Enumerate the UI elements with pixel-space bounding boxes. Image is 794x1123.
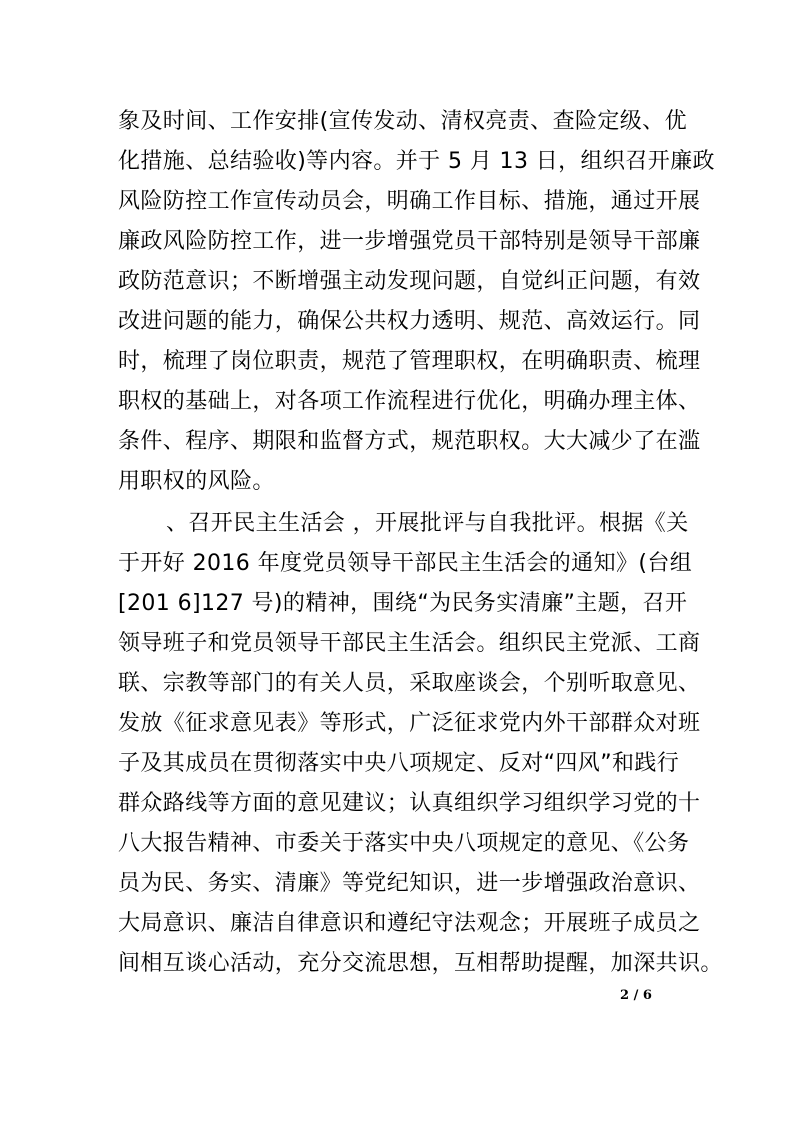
paragraph-1-line-1: 象及时间、工作安排(宣传发动、清权亮责、查险定级、优 — [118, 109, 687, 134]
paragraph-1-line-4: 廉政风险防控工作，进一步增强党员干部特别是领导干部廉 — [118, 229, 701, 254]
paragraph-2-line-6: 发放《征求意见表》等形式，广泛征求党内外干部群众对班 — [118, 711, 701, 736]
paragraph-1-line-10: 用职权的风险。 — [118, 469, 275, 494]
paragraph-2-line-9: 八大报告精神、市委关于落实中央八项规定的意见、《公务 — [118, 831, 690, 856]
paragraph-2-line-1: 、召开民主生活会 ，开展批评与自我批评。根据《关 — [166, 511, 689, 536]
paragraph-1-line-5: 政防范意识；不断增强主动发现问题，自觉纠正问题，有效 — [118, 269, 701, 294]
paragraph-2-line-5: 联、宗教等部门的有关人员，采取座谈会，个别听取意见、 — [118, 671, 701, 696]
paragraph-1-line-7: 时，梳理了岗位职责，规范了管理职权，在明确职责、梳理 — [118, 349, 701, 374]
paragraph-1-line-3: 风险防控工作宣传动员会，明确工作目标、措施，通过开展 — [118, 189, 701, 214]
paragraph-2-line-7: 子及其成员在贯彻落实中央八项规定、反对“四风”和践行 — [118, 751, 680, 776]
paragraph-1-line-2: 化措施、总结验收)等内容。并于 5 月 13 日，组织召开廉政 — [118, 149, 715, 174]
paragraph-2-line-3: [201 6]127 号)的精神，围绕“为民务实清廉”主题，召开 — [118, 591, 688, 616]
paragraph-1-line-6: 改进问题的能力，确保公共权力透明、规范、高效运行。同 — [118, 309, 701, 334]
paragraph-2-line-4: 领导班子和党员领导干部民主生活会。组织民主党派、工商 — [118, 631, 701, 656]
paragraph-2-line-11: 大局意识、廉洁自律意识和遵纪守法观念；开展班子成员之 — [118, 911, 701, 936]
paragraph-1-line-8: 职权的基础上，对各项工作流程进行优化，明确办理主体、 — [118, 389, 701, 414]
paragraph-2-line-8: 群众路线等方面的意见建议；认真组织学习组织学习党的十 — [118, 791, 701, 816]
paragraph-2-line-2: 于开好 2016 年度党员领导干部民主生活会的通知》(台组 — [118, 551, 693, 576]
paragraph-2-line-12: 间相互谈心活动，充分交流思想，互相帮助提醒，加深共识。 — [118, 951, 723, 976]
page-number: 2 / 6 — [620, 988, 652, 1003]
paragraph-2-line-10: 员为民、务实、清廉》等党纪知识，进一步增强政治意识、 — [118, 871, 701, 896]
paragraph-1-line-9: 条件、程序、期限和监督方式，规范职权。大大减少了在滥 — [118, 429, 701, 454]
